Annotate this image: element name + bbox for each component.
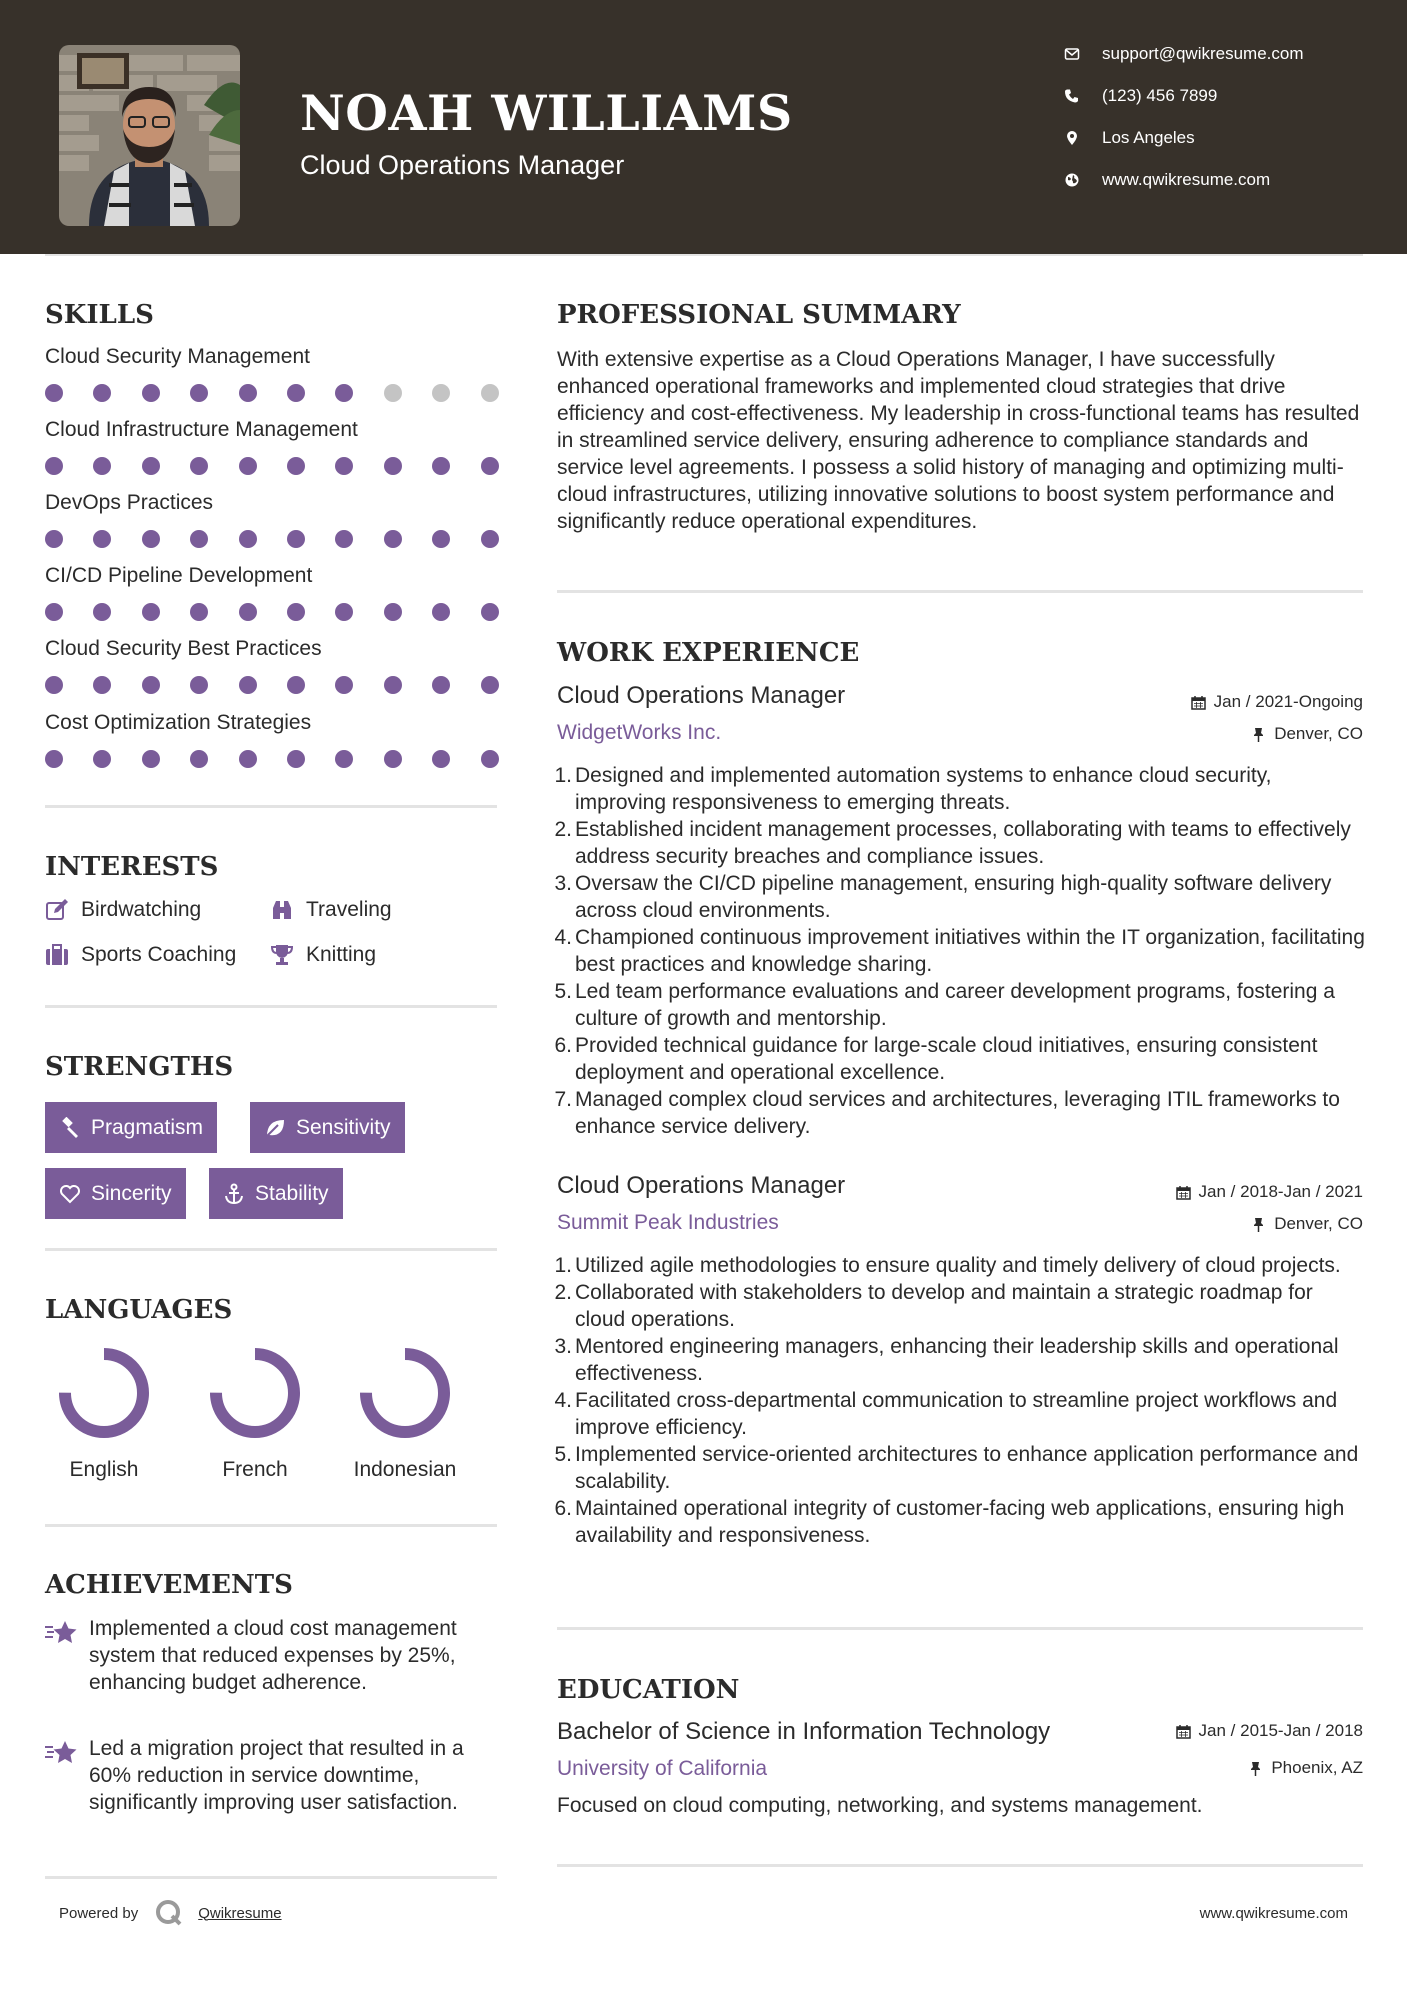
experience-heading: WORK EXPERIENCE	[557, 638, 860, 668]
skill-dot-filled	[142, 457, 160, 475]
skill-item	[45, 634, 505, 700]
skill-dot-filled	[142, 530, 160, 548]
skill-dot-filled	[45, 457, 63, 475]
skill-dot-empty	[481, 384, 499, 402]
skill-dot-filled	[481, 676, 499, 694]
skill-dot-filled	[239, 457, 257, 475]
achievements-heading: ACHIEVEMENTS	[45, 1570, 293, 1600]
skill-dot-filled	[239, 676, 257, 694]
contact-phone-text: (123) 456 7899	[1102, 86, 1218, 105]
interests-heading: INTERESTS	[45, 852, 219, 882]
strength-label: Stability	[255, 1181, 329, 1205]
duty-item: Maintained operational integrity of customer-facing web applications, ensuring high availability and responsiveness.	[575, 1497, 1345, 1547]
strength-chip	[209, 1168, 343, 1219]
job-location	[1251, 724, 1363, 744]
skill-dot-filled	[93, 457, 111, 475]
edit-icon	[45, 898, 69, 922]
job-location	[1251, 1214, 1363, 1234]
skill-dot-filled	[335, 676, 353, 694]
suitcase-icon	[45, 943, 69, 967]
duty-item: Championed continuous improvement initiatives within the IT organization, facilitating best practices and knowledge sharing.	[575, 926, 1365, 976]
binoculars-icon	[270, 898, 294, 922]
skill-dot-filled	[432, 750, 450, 768]
achievement-item	[45, 1735, 505, 1816]
interest-label: Birdwatching	[81, 898, 202, 921]
footer-powered-by	[59, 1898, 282, 1928]
strengths-heading: STRENGTHS	[45, 1052, 234, 1082]
star-award-icon	[45, 1619, 77, 1647]
phone-icon	[1064, 88, 1102, 104]
achievement-item	[45, 1615, 505, 1696]
skill-dot-filled	[335, 603, 353, 621]
duty-item: Utilized agile methodologies to ensure quality and timely delivery of cloud projects.	[575, 1254, 1341, 1277]
interest-label: Sports Coaching	[81, 943, 237, 966]
skill-name: Cloud Infrastructure Management	[45, 418, 358, 441]
skill-dot-filled	[481, 530, 499, 548]
education-description: Focused on cloud computing, networking, and systems management.	[557, 1794, 1203, 1817]
duty-item: Led team performance evaluations and career development programs, fostering a culture of growth and mentorship.	[575, 980, 1335, 1030]
pushpin-icon	[1251, 727, 1266, 742]
map-marker-icon	[1064, 130, 1102, 146]
skill-dot-filled	[93, 750, 111, 768]
language-item	[180, 1346, 330, 1482]
skill-dot-filled	[335, 530, 353, 548]
skill-dot-filled	[287, 603, 305, 621]
anchor-icon	[223, 1183, 245, 1205]
skill-dot-filled	[45, 384, 63, 402]
skill-level-dots	[45, 672, 505, 700]
skill-dot-filled	[190, 457, 208, 475]
candidate-name: NOAH WILLIAMS	[300, 84, 793, 142]
skill-dot-filled	[481, 457, 499, 475]
section-divider	[45, 1876, 497, 1879]
skill-dot-filled	[142, 750, 160, 768]
skill-dot-filled	[93, 384, 111, 402]
job-location-text: Denver, CO	[1274, 1214, 1363, 1233]
skill-dot-filled	[142, 384, 160, 402]
language-item	[330, 1346, 480, 1482]
contact-phone[interactable]	[1064, 81, 1394, 111]
achievement-text: Implemented a cloud cost management system that reduced expenses by 25%, enhancing budget adherence.	[89, 1617, 457, 1694]
section-divider	[557, 1627, 1363, 1630]
duty-item: Established incident management processes, collaborating with teams to effectively address security breaches and compliance issues.	[575, 818, 1351, 868]
strength-chip	[250, 1102, 405, 1153]
qwikresume-link[interactable]: Qwikresume	[198, 1904, 282, 1922]
education-school: University of California	[557, 1757, 768, 1780]
education-dates	[1176, 1721, 1363, 1741]
job-company: WidgetWorks Inc.	[557, 721, 722, 744]
leaf-icon	[264, 1117, 286, 1139]
skill-dot-filled	[239, 530, 257, 548]
section-divider	[45, 1005, 497, 1008]
skills-heading: SKILLS	[45, 300, 154, 330]
job-location-text: Denver, CO	[1274, 724, 1363, 743]
contact-location-text: Los Angeles	[1102, 128, 1195, 147]
interest-item	[45, 893, 201, 927]
duty-item: Implemented service-oriented architectures to enhance application performance and scalability.	[575, 1443, 1359, 1493]
skill-dot-filled	[93, 603, 111, 621]
duty-item: Collaborated with stakeholders to develop and maintain a strategic roadmap for cloud operations.	[575, 1281, 1313, 1331]
skill-dot-filled	[45, 530, 63, 548]
skill-dot-filled	[239, 603, 257, 621]
language-name: French	[222, 1458, 288, 1481]
strength-chip	[45, 1168, 186, 1219]
job-dates	[1176, 1182, 1363, 1202]
skill-dot-filled	[287, 384, 305, 402]
skill-item	[45, 342, 505, 408]
calendar-icon	[1191, 695, 1206, 710]
skill-dot-filled	[45, 603, 63, 621]
skill-dot-filled	[287, 750, 305, 768]
contact-website-text: www.qwikresume.com	[1102, 170, 1271, 189]
job-dates-text: Jan / 2018-Jan / 2021	[1198, 1182, 1363, 1201]
powered-by-label: Powered by	[59, 1904, 139, 1922]
skill-dot-filled	[93, 676, 111, 694]
contact-location	[1064, 123, 1394, 153]
qwikresume-logo-icon	[154, 1898, 184, 1928]
language-name: English	[69, 1458, 139, 1481]
star-award-icon	[45, 1739, 77, 1767]
skill-dot-filled	[432, 530, 450, 548]
skill-dot-filled	[481, 603, 499, 621]
education-location	[1248, 1758, 1363, 1778]
skill-item	[45, 708, 505, 774]
education-location-text: Phoenix, AZ	[1271, 1758, 1363, 1777]
skill-dot-filled	[335, 750, 353, 768]
skill-dot-filled	[142, 676, 160, 694]
contact-website[interactable]	[1064, 165, 1394, 195]
skill-dot-filled	[481, 750, 499, 768]
skill-level-dots	[45, 380, 505, 408]
section-divider	[557, 1864, 1363, 1867]
education-heading: EDUCATION	[557, 1675, 740, 1705]
job-role: Cloud Operations Manager	[557, 682, 846, 709]
language-ring	[57, 1346, 151, 1440]
duty-item: Oversaw the CI/CD pipeline management, ensuring high-quality software delivery across cloud environments.	[575, 872, 1332, 922]
summary-heading: PROFESSIONAL SUMMARY	[557, 300, 961, 330]
contact-email-text: support@qwikresume.com	[1102, 44, 1304, 63]
education-dates-text: Jan / 2015-Jan / 2018	[1198, 1721, 1363, 1740]
skill-level-dots	[45, 599, 505, 627]
duty-item: Designed and implemented automation systems to enhance cloud security, improving responsiveness to emerging threats.	[575, 764, 1272, 814]
interest-label: Traveling	[306, 898, 392, 921]
skill-dot-filled	[384, 457, 402, 475]
heart-icon	[59, 1183, 81, 1205]
language-ring	[208, 1346, 302, 1440]
language-ring	[358, 1346, 452, 1440]
skill-dot-filled	[335, 384, 353, 402]
interest-item	[270, 938, 376, 972]
section-divider	[45, 805, 497, 808]
section-divider	[45, 1248, 497, 1251]
duty-item: Facilitated cross-departmental communication to streamline project workflows and improve efficiency.	[575, 1389, 1338, 1439]
skill-dot-filled	[384, 750, 402, 768]
job-duties	[575, 1252, 1365, 1549]
skill-name: Cloud Security Best Practices	[45, 637, 322, 660]
section-divider	[45, 1524, 497, 1527]
interest-item	[45, 938, 236, 972]
contact-email[interactable]	[1064, 39, 1394, 69]
skill-item	[45, 561, 505, 627]
skill-dot-filled	[384, 676, 402, 694]
skill-dot-filled	[190, 384, 208, 402]
duty-item: Provided technical guidance for large-scale cloud initiatives, ensuring consistent deployment and operational excellence.	[575, 1034, 1318, 1084]
interest-item	[270, 893, 392, 927]
skill-dot-filled	[45, 750, 63, 768]
duty-item: Mentored engineering managers, enhancing their leadership skills and operational effectiveness.	[575, 1335, 1339, 1385]
job-company: Summit Peak Industries	[557, 1211, 779, 1234]
skill-level-dots	[45, 453, 505, 481]
strength-label: Sensitivity	[296, 1115, 391, 1139]
trophy-icon	[270, 943, 294, 967]
skill-item	[45, 415, 505, 481]
strength-label: Sincerity	[91, 1181, 172, 1205]
skill-dot-filled	[45, 676, 63, 694]
calendar-icon	[1176, 1185, 1191, 1200]
skill-dot-filled	[239, 384, 257, 402]
skill-level-dots	[45, 526, 505, 554]
skill-dot-empty	[384, 384, 402, 402]
job-role: Cloud Operations Manager	[557, 1172, 846, 1199]
skill-dot-filled	[190, 750, 208, 768]
duty-item: Managed complex cloud services and architectures, leveraging ITIL frameworks to enhance service delivery.	[575, 1088, 1340, 1138]
language-item	[29, 1346, 179, 1482]
skill-dot-filled	[287, 457, 305, 475]
pushpin-icon	[1248, 1761, 1263, 1776]
calendar-icon	[1176, 1724, 1191, 1739]
skill-dot-filled	[335, 457, 353, 475]
skill-dot-filled	[190, 603, 208, 621]
section-divider	[557, 590, 1363, 593]
profile-photo	[59, 45, 240, 226]
skill-dot-filled	[239, 750, 257, 768]
job-dates	[1191, 692, 1363, 712]
skill-dot-filled	[384, 603, 402, 621]
skill-level-dots	[45, 746, 505, 774]
pushpin-icon	[1251, 1217, 1266, 1232]
skill-dot-filled	[432, 676, 450, 694]
interest-label: Knitting	[306, 943, 377, 966]
skill-name: Cloud Security Management	[45, 345, 310, 368]
skill-dot-filled	[142, 603, 160, 621]
skill-dot-filled	[287, 530, 305, 548]
skill-dot-filled	[190, 676, 208, 694]
languages-heading: LANGUAGES	[45, 1295, 233, 1325]
strength-chip	[45, 1102, 217, 1153]
gavel-icon	[59, 1117, 81, 1139]
summary-text: With extensive expertise as a Cloud Operations Manager, I have successfully enhanced operational frameworks and implemented cloud strategies that drive efficiency and cost-effectiveness. My leadership in cross-functional teams has resulted in streamlined service delivery, ensuring adherence to compliance standards and service level agreements. I possess a solid history of managing and optimizing multi-cloud infrastructures, utilizing innovative solutions to boost system performance and significantly reduce operational expenditures.	[557, 348, 1360, 533]
language-name: Indonesian	[353, 1458, 457, 1481]
skill-name: CI/CD Pipeline Development	[45, 564, 313, 587]
skill-dot-filled	[432, 457, 450, 475]
header-divider	[45, 254, 1363, 256]
skill-dot-filled	[384, 530, 402, 548]
skill-dot-filled	[93, 530, 111, 548]
job-dates-text: Jan / 2021-Ongoing	[1213, 692, 1363, 711]
skill-name: DevOps Practices	[45, 491, 214, 514]
skill-dot-filled	[432, 603, 450, 621]
skill-dot-filled	[190, 530, 208, 548]
strength-label: Pragmatism	[91, 1115, 204, 1139]
footer-url[interactable]: www.qwikresume.com	[1199, 1905, 1348, 1922]
envelope-icon	[1064, 46, 1102, 62]
achievement-text: Led a migration project that resulted in a 60% reduction in service downtime, significantly improving user satisfaction.	[89, 1737, 464, 1814]
resume-header	[0, 0, 1407, 254]
job-duties	[575, 762, 1365, 1140]
skill-dot-empty	[432, 384, 450, 402]
education-degree: Bachelor of Science in Information Technology	[557, 1718, 1051, 1745]
candidate-title: Cloud Operations Manager	[300, 150, 625, 180]
skill-dot-filled	[287, 676, 305, 694]
globe-icon	[1064, 172, 1102, 188]
skill-item	[45, 488, 505, 554]
skill-name: Cost Optimization Strategies	[45, 711, 312, 734]
